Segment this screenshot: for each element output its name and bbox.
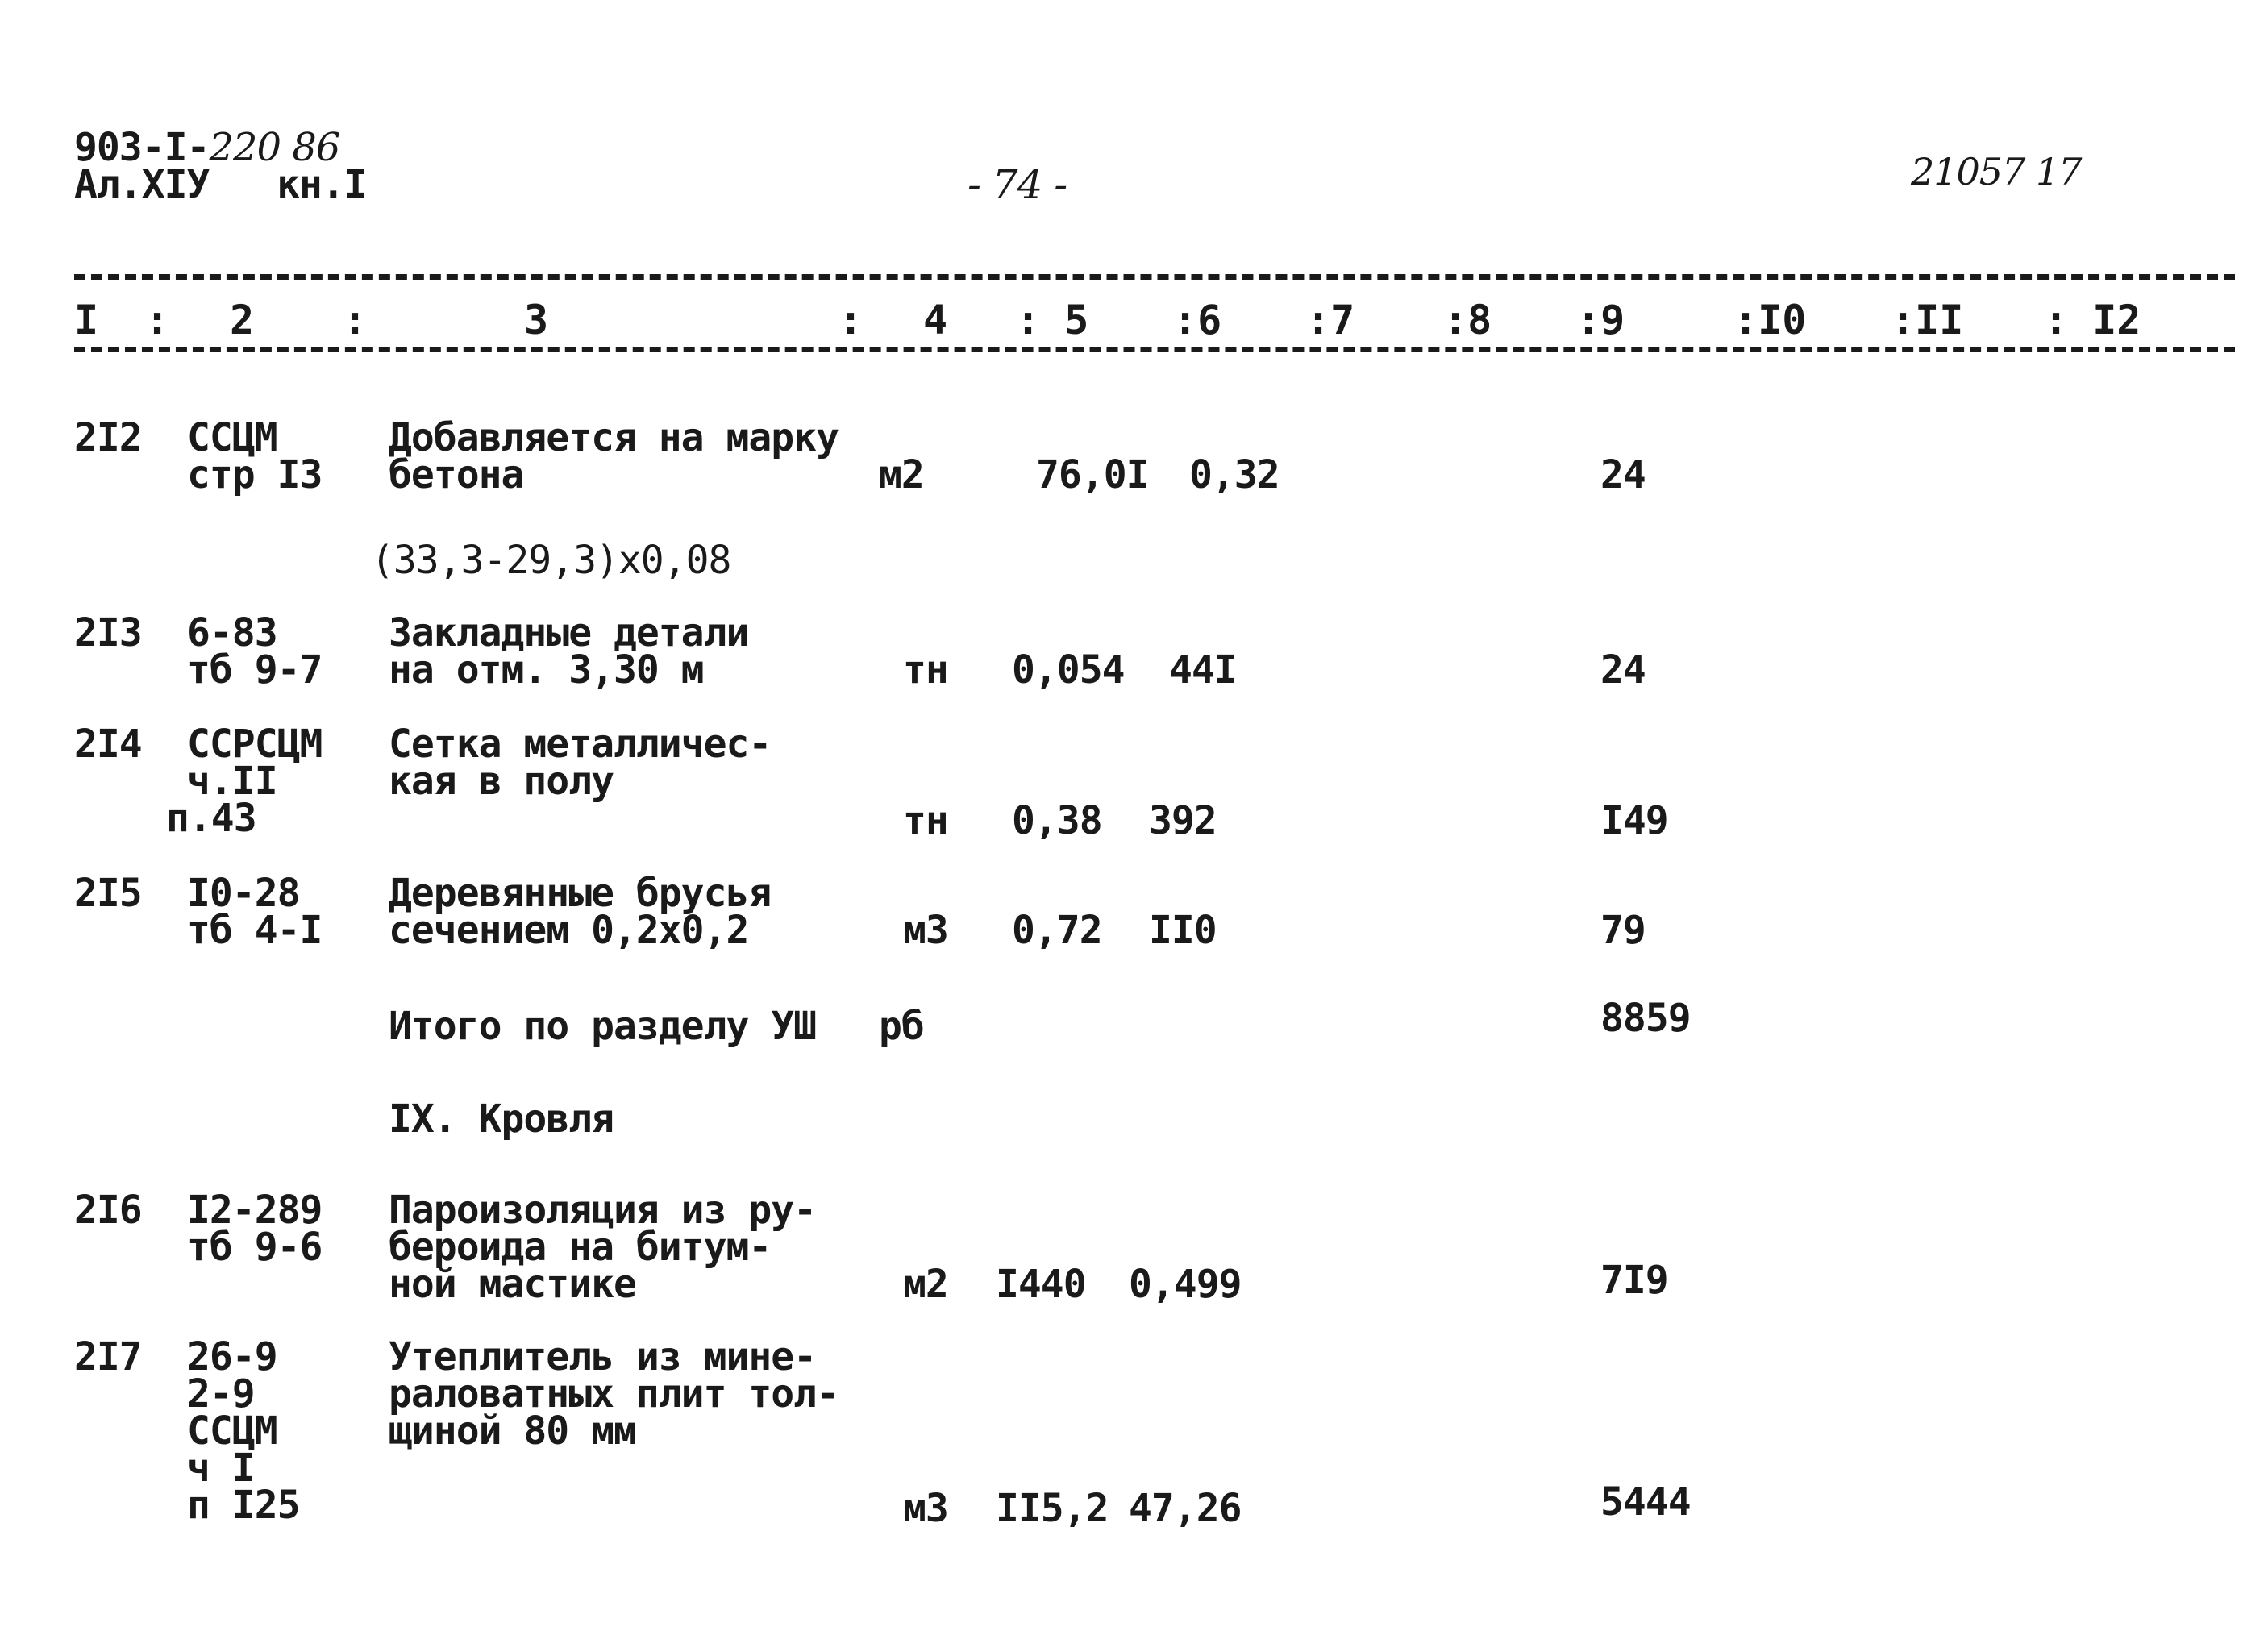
row-price: 44I [1169, 647, 1237, 693]
row-desc-line: бероида на битум- [389, 1225, 772, 1270]
row-desc-line: Деревянные брусья [389, 871, 772, 916]
row-desc-line: кая в полу [389, 759, 614, 804]
row-unit: м3 [903, 1486, 948, 1531]
row-number: 2I7 [74, 1334, 142, 1379]
inventory-number: 21057 17 [1911, 150, 2082, 193]
row-unit: тн [903, 647, 948, 693]
col-4-header: 4 [923, 297, 948, 343]
row-price: II0 [1149, 908, 1217, 953]
row-unit: м3 [903, 908, 948, 953]
row-total: I49 [1600, 798, 1668, 843]
header-rule-bottom [74, 347, 2235, 352]
header-rule-top [74, 274, 2235, 280]
row-total: 24 [1600, 647, 1646, 693]
row-code-line: п.43 [166, 796, 256, 841]
row-code-line: ч.II [187, 759, 277, 804]
row-unit: м2 [879, 452, 924, 497]
row-desc-line: Утеплитель из мине- [389, 1334, 817, 1379]
row-code-line: 6-83 [187, 610, 277, 655]
col-10-header: :I0 [1733, 297, 1807, 343]
row-desc-line: Сетка металличес- [389, 722, 772, 767]
row-number: 2I5 [74, 871, 142, 916]
row-qty: 0,38 [1012, 798, 1102, 843]
col-2-header: 2 [230, 297, 255, 343]
row-code-line: ССЦМ [187, 415, 277, 460]
col-sep: : [343, 297, 368, 343]
row-price: 392 [1149, 798, 1217, 843]
row-desc-line: Добавляется на марку [389, 415, 839, 460]
col-6-header: :6 [1173, 297, 1222, 343]
row-desc-line: Закладные детали [389, 610, 749, 655]
page-number: - 74 - [968, 161, 1067, 208]
col-7-header: :7 [1306, 297, 1355, 343]
row-desc-line: ной мастике [389, 1262, 636, 1307]
col-1-header: I [74, 297, 99, 343]
row-code-line: ССРСЦМ [187, 722, 323, 767]
row-qty: 0,72 [1012, 908, 1102, 953]
row-desc-line: щиной 80 мм [389, 1408, 636, 1454]
row-desc-line: бетона [389, 452, 524, 497]
row-qty: 0,054 [1012, 647, 1125, 693]
subtotal-total: 8859 [1600, 996, 1691, 1041]
row-total: 7I9 [1600, 1258, 1668, 1303]
row-qty: 76,0I [1036, 452, 1149, 497]
row-code-line: 26-9 [187, 1334, 277, 1379]
doc-code-handwritten: 220 86 [209, 125, 340, 170]
col-5-header: : 5 [1016, 297, 1089, 343]
row-code-line: I0-28 [187, 871, 300, 916]
col-9-header: :9 [1576, 297, 1625, 343]
col-sep: : [145, 297, 170, 343]
doc-code-prefix: 903-I- [74, 125, 210, 170]
row-code-line: стр I3 [187, 452, 323, 497]
row-desc-line: раловатных плит тол- [389, 1371, 839, 1417]
row-desc-line: сечением 0,2x0,2 [389, 908, 749, 953]
section-heading: IX. Кровля [389, 1096, 614, 1142]
subtotal-label: Итого по разделу УШ [389, 1004, 817, 1049]
subtotal-unit: рб [879, 1004, 924, 1049]
row-total: 5444 [1600, 1479, 1691, 1525]
album-book: Ал.XIУ кн.I [74, 162, 367, 207]
row-code-line: тб 9-7 [187, 647, 323, 693]
col-12-header: : I2 [2044, 297, 2141, 343]
row-code-line: ч I [187, 1446, 255, 1491]
row-code-line: I2-289 [187, 1188, 323, 1233]
row-code-line: ССЦМ [187, 1408, 277, 1454]
row-number: 2I3 [74, 610, 142, 655]
row-note: (33,3-29,3)x0,08 [371, 538, 731, 583]
row-total: 79 [1600, 908, 1646, 953]
row-code-line: тб 4-I [187, 908, 323, 953]
row-code-line: п I25 [187, 1483, 300, 1528]
row-price: 47,26 [1129, 1486, 1242, 1531]
row-unit: м2 [903, 1262, 948, 1307]
row-qty: I440 [996, 1262, 1086, 1307]
row-price: 0,499 [1129, 1262, 1242, 1307]
col-3-header: 3 [524, 297, 549, 343]
row-number: 2I2 [74, 415, 142, 460]
row-desc-line: на отм. 3,30 м [389, 647, 704, 693]
row-code-line: 2-9 [187, 1371, 255, 1417]
row-unit: тн [903, 798, 948, 843]
row-number: 2I6 [74, 1188, 142, 1233]
row-desc-line: Пароизоляция из ру- [389, 1188, 817, 1233]
row-qty: II5,2 [996, 1486, 1109, 1531]
col-sep: : [839, 297, 864, 343]
col-11-header: :II [1891, 297, 1964, 343]
col-8-header: :8 [1443, 297, 1492, 343]
row-total: 24 [1600, 452, 1646, 497]
row-price: 0,32 [1189, 452, 1280, 497]
doc-code [74, 125, 340, 170]
row-number: 2I4 [74, 722, 142, 767]
row-code-line: тб 9-6 [187, 1225, 323, 1270]
